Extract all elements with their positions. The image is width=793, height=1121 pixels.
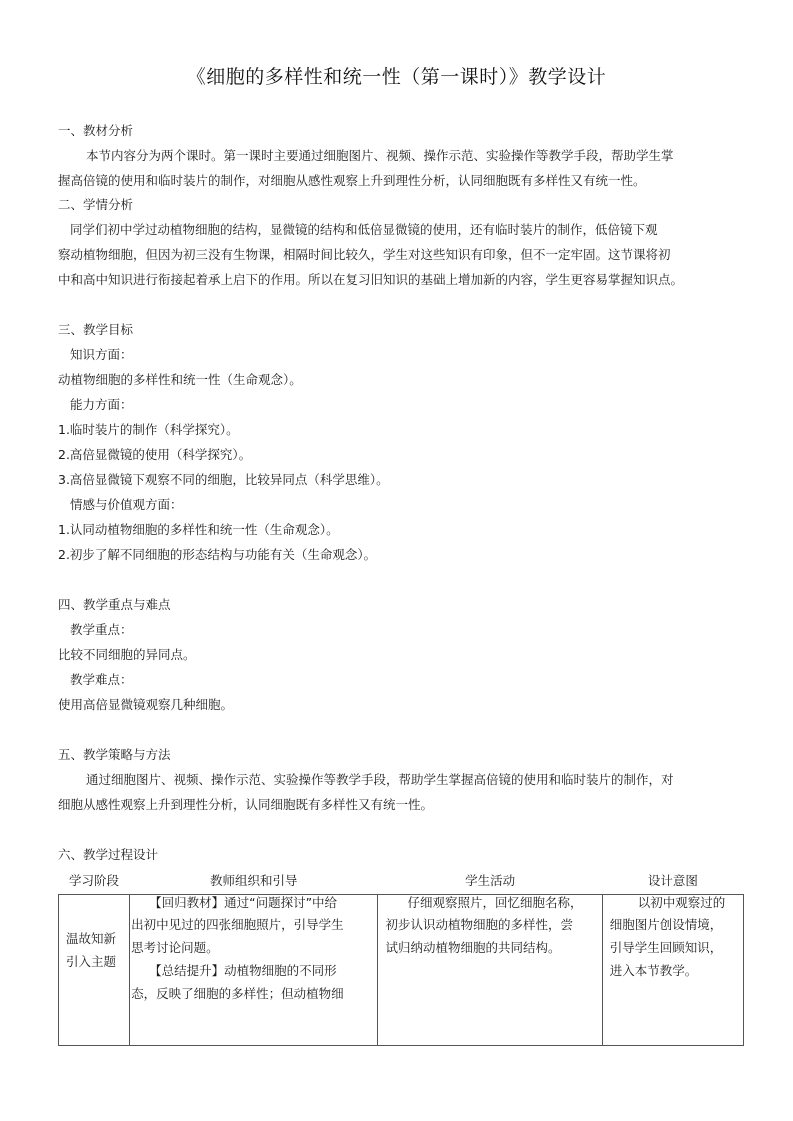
paragraph-line: 细胞从感性观察上升到理性分析，认同细胞既有多样性又有统一性。 (58, 797, 434, 812)
teacher-line: 思考讨论问题。 (131, 940, 219, 955)
section-heading-materials: 一、教材分析 (58, 123, 134, 138)
cell-stage (59, 895, 130, 1046)
header-stage: 学习阶段 (69, 873, 120, 888)
student-line: 仔细观察照片，回忆细胞名称， (407, 895, 583, 910)
paragraph-line: 察动植物细胞，但因为初三没有生物课，相隔时间比较久，学生对这些知识有印象，但不一定牢固。这节课将初 (58, 247, 671, 262)
teacher-line: 【总结提升】动植物细胞的不同形 (149, 963, 337, 978)
intent-line: 细胞图片创设情境， (609, 917, 723, 932)
goal-item: 2.高倍显微镜的使用（科学探究）。 (58, 447, 252, 462)
intent-line: 引导学生回顾知识， (609, 940, 723, 955)
stage-line: 引入主题 (66, 954, 117, 969)
student-line: 试归纳动植物细胞的共同结构。 (385, 940, 561, 955)
section-heading-goals: 三、教学目标 (58, 322, 134, 337)
intent-line: 进入本节教学。 (609, 963, 698, 978)
subheading-ability: 能力方面： (70, 397, 133, 412)
section-heading-strategy: 五、教学策略与方法 (58, 747, 171, 762)
goal-item: 1.临时装片的制作（科学探究）。 (58, 422, 239, 437)
section-heading-key-points: 四、教学重点与难点 (58, 597, 171, 612)
paragraph-line: 通过细胞图片、视频、操作示范、实验操作等教学手段，帮助学生掌握高倍镜的使用和临时装片的制作，对 (86, 772, 674, 787)
teacher-line: 出初中见过的四张细胞照片，引导学生 (131, 917, 344, 932)
teacher-line: 【回归教材】通过“问题探讨”中给 (149, 895, 338, 910)
cell-intent (602, 895, 743, 1046)
paragraph-line: 握高倍镜的使用和临时装片的制作，对细胞从感性观察上升到理性分析，认同细胞既有多样性又有统一性。 (58, 173, 646, 188)
table-row (59, 895, 744, 1046)
paragraph-line: 同学们初中学过动植物细胞的结构，显微镜的结构和低倍显微镜的使用，还有临时装片的制作，低倍镜下观 (70, 222, 658, 237)
subheading-values: 情感与价值观方面： (70, 497, 183, 512)
student-line: 初步认识动植物细胞的多样性，尝 (385, 917, 573, 932)
section-heading-students: 二、学情分析 (58, 197, 134, 212)
header-intent: 设计意图 (647, 873, 698, 888)
paragraph-line: 中和高中知识进行衔接起着承上启下的作用。所以在复习旧知识的基础上增加新的内容，学生更容易掌握知识点。 (58, 272, 684, 287)
section-heading-process: 六、教学过程设计 (58, 847, 159, 862)
subheading-difficulty: 教学难点： (70, 672, 133, 687)
cell-teacher (130, 895, 378, 1046)
table-header-row (59, 866, 744, 895)
paragraph-line: 本节内容分为两个课时。第一课时主要通过细胞图片、视频、操作示范、实验操作等教学手段，帮助学生掌 (86, 148, 674, 163)
goal-item: 2.初步了解不同细胞的形态结构与功能有关（生命观念）。 (58, 547, 377, 562)
document-title: 《细胞的多样性和统一性（第一课时）》教学设计 (186, 66, 607, 88)
goal-item: 动植物细胞的多样性和统一性（生命观念）。 (58, 372, 302, 387)
goal-item: 1.认同动植物细胞的多样性和统一性（生命观念）。 (58, 522, 339, 537)
difficulty-text: 使用高倍显微镜观察几种细胞。 (58, 697, 234, 712)
intent-line: 以初中观察过的 (637, 895, 726, 910)
process-table (58, 866, 744, 1046)
cell-student (378, 895, 602, 1046)
teacher-line: 态，反映了细胞的多样性；但动植物细 (131, 986, 344, 1001)
goal-item: 3.高倍显微镜下观察不同的细胞，比较异同点（科学思维）。 (58, 472, 389, 487)
key-point-text: 比较不同细胞的异同点。 (58, 647, 196, 662)
header-teacher: 教师组织和引导 (210, 873, 298, 888)
subheading-key: 教学重点： (70, 622, 133, 637)
subheading-knowledge: 知识方面： (70, 347, 133, 362)
stage-line: 温故知新 (66, 931, 117, 946)
header-student: 学生活动 (465, 873, 516, 888)
